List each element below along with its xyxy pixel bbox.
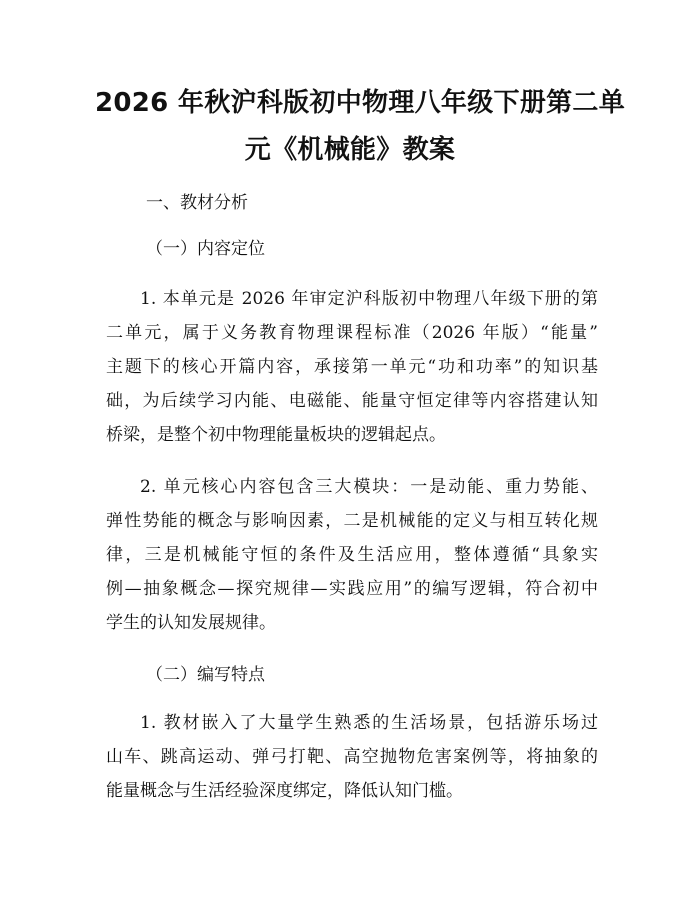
paragraph-2-line-2: 弹性势能的概念与影响因素，二是机械能的定义与相互转化规 xyxy=(106,511,598,531)
paragraph-1-line-5: 桥梁，是整个初中物理能量板块的逻辑起点。 xyxy=(106,425,446,445)
subsection-heading-content-positioning: （一）内容定位 xyxy=(146,239,265,259)
paragraph-3-line-1: 1. 教材嵌入了大量学生熟悉的生活场景，包括游乐场过 xyxy=(140,713,598,733)
paragraph-1-line-3: 主题下的核心开篇内容，承接第一单元“功和功率”的知识基 xyxy=(106,357,598,377)
paragraph-2-line-3: 律，三是机械能守恒的条件及生活应用，整体遵循“具象实 xyxy=(106,545,598,565)
paragraph-2-line-4: 例—抽象概念—探究规律—实践应用”的编写逻辑，符合初中 xyxy=(106,579,598,599)
paragraph-1-line-1: 1. 本单元是 2026 年审定沪科版初中物理八年级下册的第 xyxy=(140,289,598,309)
document-title-line-1: 2026 年秋沪科版初中物理八年级下册第二单 xyxy=(95,88,626,118)
document-title-line-2: 元《机械能》教案 xyxy=(244,135,456,165)
paragraph-1-line-2: 二单元，属于义务教育物理课程标准（2026 年版）“能量” xyxy=(106,323,598,343)
subsection-heading-writing-features: （二）编写特点 xyxy=(146,665,265,685)
paragraph-2-line-5: 学生的认知发展规律。 xyxy=(106,613,276,633)
section-heading-textbook-analysis: 一、教材分析 xyxy=(146,193,248,213)
paragraph-3-line-2: 山车、跳高运动、弹弓打靶、高空抛物危害案例等，将抽象的 xyxy=(106,747,598,767)
paragraph-1-line-4: 础，为后续学习内能、电磁能、能量守恒定律等内容搭建认知 xyxy=(106,391,598,411)
paragraph-3-line-3: 能量概念与生活经验深度绑定，降低认知门槛。 xyxy=(106,781,463,801)
paragraph-2-line-1: 2. 单元核心内容包含三大模块：一是动能、重力势能、 xyxy=(140,477,598,497)
